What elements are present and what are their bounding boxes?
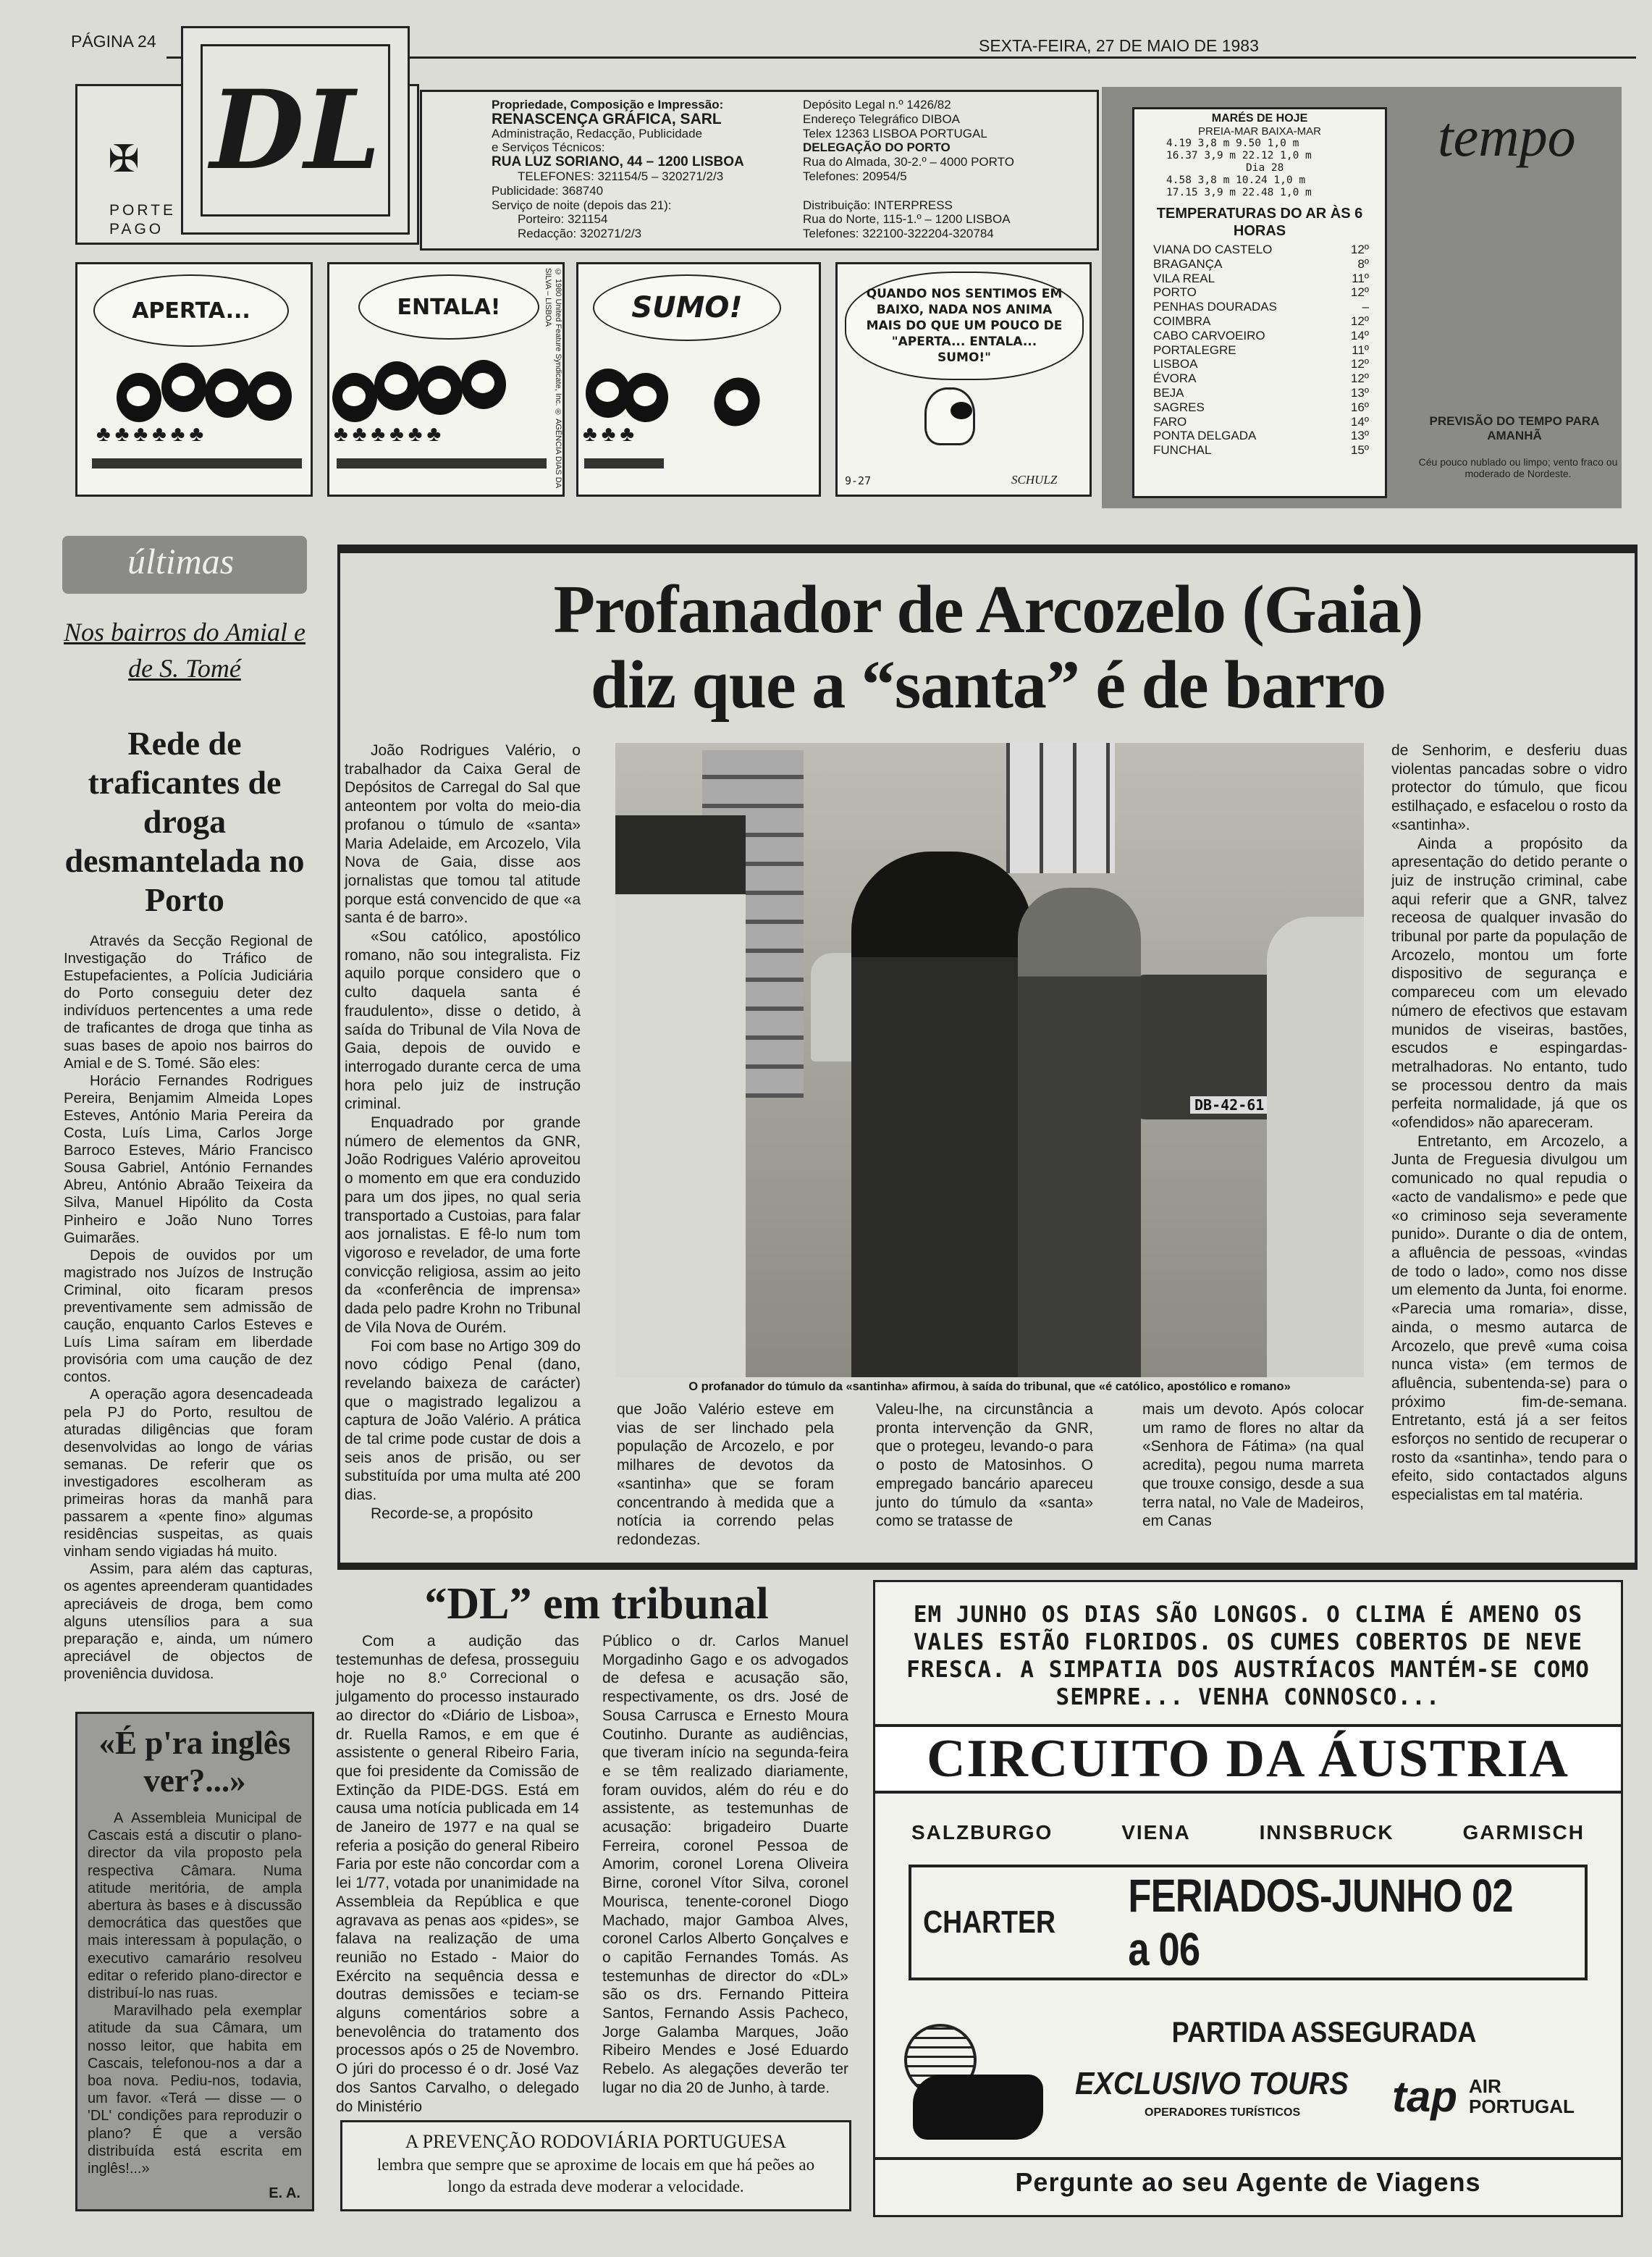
city-temperature: 8º [1357,256,1369,271]
speech-bubble-1: APERTA... [93,274,289,347]
comic-panel-4 [835,262,1092,497]
temps-list [1134,243,1385,458]
dl-logo: DL [201,44,390,217]
license-plate: DB-42-61 [1190,1096,1268,1114]
comic-date: 9-27 [845,474,872,487]
temperature-row [1153,300,1369,314]
tap-logo: tap [1392,2072,1457,2121]
city-temperature: 12º [1350,243,1369,256]
city-name: ÉVORA [1153,371,1197,386]
temperature-row [1153,285,1369,300]
ad-intro: EM JUNHO OS DIAS SÃO LONGOS. O CLIMA É AMENO OS VALES ESTÃO FLORIDOS. OS CUMES COBERTOS DE NEVE FRESCA. A SIMPATIA DOS AUSTRÍACOS MANTÉM-SE COMO SEMPRE... VENHA CONNOSCO... [906,1602,1590,1710]
city-temperature: 13º [1350,385,1369,400]
charter-label: CHARTER [923,1904,1055,1940]
city-name: CABO CARVOEIRO [1153,328,1265,342]
city-name: LISBOA [1153,357,1198,371]
weather-box [1102,87,1622,508]
temperature-row [1153,386,1369,400]
masthead-info [420,90,1099,251]
feriados-label: FERIADOS-JUNHO 02 a 06 [1128,1870,1513,1975]
city-name: FARO [1153,414,1187,429]
forecast-text: Céu pouco nublado ou limpo; vento fraco ou moderado de Nordeste. [1418,456,1618,479]
air-portugal-logo: AIR PORTUGAL [1469,2075,1575,2117]
birds-feet: ♣♣♣♣♣♣ [334,422,446,446]
comic-signature: SCHULZ [1011,473,1058,487]
city-name: COIMBRA [1153,314,1211,328]
exclusivo-tours-logo: EXCLUSIVO TOURS [1075,2066,1349,2101]
city-temperature: 13º [1350,429,1369,443]
ingles-headline: «É p'ra inglês ver?...» [98,1725,291,1799]
city-temperature: 16º [1350,400,1369,414]
main-photo [615,743,1364,1377]
temperature-row [1153,429,1369,443]
hand-icon [913,2075,1043,2140]
exclusivo-tours-sub: OPERADORES TURÍSTICOS [1145,2106,1301,2119]
city-name: PORTALEGRE [1153,342,1236,357]
ultimas-kicker: Nos bairros do Amial e de S. Tomé [63,618,306,683]
coat-of-arms-icon: ✠ [108,139,140,180]
city-temperature: 12º [1350,371,1369,386]
comic-panel-3 [576,262,821,497]
ultimas-tag-label: últimas [127,541,235,581]
tides-subtitle: PREIA-MAR BAIXA-MAR [1197,125,1322,138]
masthead-info-left: Propriedade, Composição e Impressão: RENASCENÇA GRÁFICA, SARL Administração, Redacção, Publicidade e Serviços Técnicos: RUA LUZ SORIANO, 44 – 1200 LISBOA TELEFONES: 321154/5 – 320271/2/3 Publicidade: 368740 Serviço de noite (depois das 21): Porteiro: 321154 Redacção: 320271/2/3 [492,98,744,241]
city-temperature: 14º [1350,328,1369,342]
ad-partida: PARTIDA ASSEGURADA [1171,2017,1477,2048]
birds-feet: ♣♣♣♣♣♣ [96,422,208,446]
comic-panel-2 [327,262,565,497]
porte-label: PORTE [109,202,176,219]
issue-date: SEXTA-FEIRA, 27 DE MAIO DE 1983 [979,36,1259,55]
city-temperature: 12º [1350,357,1369,371]
page-number: PÁGINA 24 [71,32,156,51]
temperature-row [1153,243,1369,257]
city-name: SAGRES [1153,400,1205,414]
city-innsbruck: INNSBRUCK [1259,1821,1394,1844]
speech-bubble-2: ENTALA! [358,274,539,340]
comic-credit: © 1980 United Feature Syndicate, Inc. ® AGÊNCIA DIAS DA SILVA – LISBOA [544,268,562,488]
city-name: VIANA DO CASTELO [1153,243,1273,256]
temperature-row [1153,400,1369,415]
city-temperature: 15º [1350,443,1369,458]
birds-feet: ♣♣♣ [583,422,639,446]
tides-table: 4.19 3,8 m 9.50 1,0 m 16.37 3,9 m 22.12 1,0 m Dia 28 4.58 3,8 m 10.24 1,0 m 17.15 3,9 m 22.48 1,0 m [1166,138,1312,198]
temperature-row [1153,371,1369,386]
weather-panel [1132,107,1387,498]
city-temperature: 12º [1350,314,1369,328]
ultimas-body: Através da Secção Regional de Investigação do Tráfico de Estupefacientes, a Polícia Judiciária do Porto conseguiu deter dez indivíduos pertencentes a uma rede de traficantes de droga que tinha as suas bases de apoio nos bairros do Amial e de S. Tomé. São eles: Horácio Fernandes Rodrigues Pereira, Benjamim Almeida Lopes Esteves, António Maria Pereira da Costa, Luís Lima, Carlos Jorge Barroco Esteves, Mário Francisco Sousa Gabriel, António Fernandes Abreu, António Abraão Teixeira da Silva, Manuel Hipólito da Costa Pinheiro e João Nuno Torres Guimarães. Depois de ouvidos por um magistrado nos Juízos de Instrução Criminal, oito ficaram presos preventivamente sem admissão de caução, enquanto Carlos Esteves e Luís Lima saíram em liberdade provisória com uma caução de dez contos. A operação agora desencadeada pela PJ do Porto, resultou de aturadas diligências que foram desenvolvidas ao longo de várias semanas. De referir que os investigadores escolheram as primeiras horas da manhã para passarem a «pente fino» algumas residências suspeitas, as quais vinham sendo vigiadas há muito. Assim, para além das capturas, os agentes apreenderam quantidades apreciáveis de droga, bem como alguns utensílios para a sua preparação e, ainda, um número apreciável de objectos de proveniência duvidosa. [64,933,313,1682]
main-col-right: de Senhorim, e desferiu duas violentas pancadas sobre o vidro protector do túmulo, que ficou estilhaçado, e esfacelou o rosto da «santinha». Ainda a propósito da apresentação do detido perante o juiz de instrução criminal, cabe aqui referir que a GNR, talvez receosa de qualquer invasão do tribunal por parte da população de Arcozelo, montou um forte dispositivo de segurança e compareceu com um elevado número de efectivos que estavam munidos de viseiras, bastões, escudos e espingardas-metralhadoras. No entanto, tudo se processou dentro da mais perfeita normalidade, já que os «ofendidos» não apareceram. Entretanto, em Arcozelo, a Junta de Freguesia divulgou um comunicado no qual repudia o «acto de vandalismo» e pede que «o criminoso seja severamente punido». Durante o dia de ontem, a afluência de pessoas, «vindas de todo o lado», como nos disse um elemento da Junta, foi enorme. «Parecia uma romaria», disse, ainda, o mesmo autarca de Arcozelo, que prevê «uma coisa nunca vista» (em termos de afluência, subentenda-se) para o próximo fim-de-semana. Entretanto, está já a ser feitos esforços no sentido de recuperar o rosto da «santinha», tendo para o efeito, sido contactados alguns especialistas em tal matéria. [1391,742,1627,1504]
ad-charter-box [909,1865,1588,1980]
photo-guard [1018,888,1141,1377]
tribunal-col-1: Com a audição das testemunhas de defesa, prosseguiu hoje no 8.º Correcional o julgamento do processo instaurado ao director do «Diário de Lisboa», dr. Ruella Ramos, e em que é assistente o general Ribeiro Faria, que foi presidente da Comissão de Extinção da PIDE-DGS. Está em causa uma notícia publicada em 14 de Janeiro de 1977 e na qual se referia a posição do general Ribeiro Faria por este não concordar com a lei 1/77, votada por unanimidade na Assembleia da República e que agravava as penas aos «pides», se falava na realização de uma reunião no Estado - Maior do Exército na sequência dessa e doutras demissões e teciam-se alguns comentários sobre a benevolência do tratamento dos processos após o 25 de Novembro. O júri do processo é o dr. José Vaz dos Santos Carvalho, o delegado do Ministério [336,1633,579,2115]
photo-person-right [1267,917,1364,1377]
temperature-row [1153,357,1369,371]
tribunal-headline: “DL” em tribunal [424,1579,769,1628]
city-temperature: 11º [1352,271,1369,285]
city-temperature: 11º [1352,342,1369,357]
ad-cities [911,1821,1585,1844]
temperature-row [1153,443,1369,458]
temperature-row [1153,329,1369,343]
ingles-box [75,1712,314,2211]
main-under-3: mais um devoto. Após colocar um ramo de flores no altar da «Senhora de Fátima» (na qual acredita), pegou numa marreta que trouxe consigo, desde a sua terra natal, no Vale de Madeiros, em Canas [1142,1401,1364,1530]
main-under-2: Valeu-lhe, na circunstância a pronta intervenção da GNR, que o protegeu, levando-o para o posto de Matosinhos. O empregado bancário apareceu junto do túmulo da «santa» como se tratasse de [876,1401,1093,1530]
pago-label: PAGO [109,221,164,238]
temperature-row [1153,272,1369,286]
city-temperature: 14º [1350,414,1369,429]
city-garmisch: GARMISCH [1462,1821,1585,1844]
prevencao-title: A PREVENÇÃO RODOVIÁRIA PORTUGUESA [405,2131,787,2152]
main-col-1: João Rodrigues Valério, o trabalhador da Caixa Geral de Depósitos de Carregal do Sal que anteontem por volta do meio-dia profanou o túmulo de «santa» Maria Adelaide, em Arcozelo, Vila Nova de Gaia, disse aos jornalistas que tomou tal atitude porque está convencido de que «a santa é de barro». «Sou católico, apostólico romano, não sou integralista. Fiz aquilo porque considero que o culto daquela santa é fraudulento», disse o detido, à saída do Tribunal de Vila Nova de Gaia, depois de ouvido e interrogado durante cerca de uma hora pelo juiz de instrução criminal. Enquadrado por grande número de elementos da GNR, João Rodrigues Valério aproveitou o momento em que era conduzido para um dos jipes, no qual seria transportado a Custoias, para falar aos jornalistas. E fê-lo num tom vigoroso e revelador, de uma forte convicção religiosa, assim ao jeito da «conferência de imprensa» dada pelo padre Krohn no Tribunal de Vila Nova de Ourém. Foi com base no Artigo 309 do novo código Penal (dano, revelando baixeza de carácter) que o magistrado legalizou a captura de João Valério. A prática de tal crime pode custar de dois a seis anos de prisão, ou ser substituída por uma multa até 200 dias. Recorde-se, a propósito [345,742,581,1522]
main-under-1: que João Valério esteve em vias de ser linchado pela população de Arcozelo, e por milhares de devotos da «santinha» que se foram concentrando à medida que a notícia ia correndo pelas redondezas. [617,1401,834,1548]
photo-caption: O profanador do túmulo da «santinha» afirmou, à saída do tribunal, que «é católico, apostólico e romano» [688,1380,1291,1393]
ultimas-tag [62,536,307,594]
masthead-info-right: Depósito Legal n.º 1426/82 Endereço Telegráfico DIBOA Telex 12363 LISBOA PORTUGAL DELEGAÇÃO DO PORTO Rua do Almada, 30-2.º – 4000 PORTO Telefones: 20954/5 Distribuição: INTERPRESS Rua do Norte, 115-1.º – 1200 LISBOA Telefones: 322100-322204-320784 [803,98,1014,241]
city-viena: VIENA [1121,1821,1191,1844]
city-name: PENHAS DOURADAS [1153,300,1277,314]
ad-title: CIRCUITO DA ÁUSTRIA [875,1727,1621,1791]
ad-austria [873,1580,1623,2217]
ultimas-headline: Rede de traficantes de droga desmantelada no Porto [64,725,305,918]
city-temperature: – [1362,300,1369,314]
temperature-row [1153,257,1369,272]
prevencao-text: lembra que sempre que se aproxime de locais em que há peões ao longo da estrada deve moderar a velocidade. [376,2156,815,2195]
city-name: PORTO [1153,285,1197,300]
city-name: BEJA [1153,385,1184,400]
speech-bubble-4: QUANDO NOS SENTIMOS EM BAIXO, NADA NOS ANIMA MAIS DO QUE UM POUCO DE "APERTA... ENTALA... SUMO!" [845,272,1084,380]
photo-detained-man [851,852,1032,1377]
ingles-body: A Assembleia Municipal de Cascais está a discutir o plano-director da vila proposto pela respectiva Câmara. Numa atitude meritória, de ampla abertura às bases e à discussão democrática das questões que mais interessam à população, o executivo camarário resolveu editar o referido plano-director e distribuí-lo nas ruas. Maravilhado pela exemplar atitude da sua Câmara, um nosso leitor, que habita em Cascais, telefonou-nos a dar a boa nova. Pediu-nos, todavia, um favor. «Terá — disse — o 'DL' condições para reproduzir o plano? É que a versão distribuída está escrita em inglês!...» [88,1810,302,2177]
city-name: BRAGANÇA [1153,256,1223,271]
temperature-row [1153,343,1369,358]
city-salzburgo: SALZBURGO [911,1821,1053,1844]
main-headline: Profanador de Arcozelo (Gaia) diz que a “santa” é de barro [553,572,1423,723]
dl-logo-frame [181,26,410,235]
prevencao-box [340,2120,851,2211]
city-temperature: 12º [1350,285,1369,300]
city-name: VILA REAL [1153,271,1215,285]
temperature-row [1153,314,1369,329]
weather-title: tempo [1438,105,1576,168]
forecast-title: PREVISÃO DO TEMPO PARA AMANHÃ [1429,414,1600,442]
photo-person-left [615,815,746,1377]
city-name: PONTA DELGADA [1153,429,1257,443]
city-name: FUNCHAL [1153,443,1212,458]
temperature-row [1153,415,1369,429]
comic-panel-1 [75,262,313,497]
speech-bubble-3: SUMO! [593,274,781,341]
ingles-signature: E. A. [269,2185,300,2201]
tides-title: MARÉS DE HOJE [1211,112,1308,125]
temps-title: TEMPERATURAS DO AR ÀS 6 HORAS [1156,206,1363,239]
tribunal-col-2: Público o dr. Carlos Manuel Morgadinho Gago e os advogados de defesa e acusação são, respectivamente, os drs. José de Sousa Carrusca e Ernesto Moura Coutinho. Durante as audiências, que tiveram início na segunda-feira e se têm realizado diariamente, foram ouvidos, além do réu e do assistente, as testemunhas de acusação: brigadeiro Duarte Ferreira, coronel Pessoa de Amorim, coronel Lorena Oliveira Birne, coronel Vítor Silva, coronel Mourisca, tenente-coronel Diogo Machado, major Gamboa Alves, coronel Carlos Alberto Gonçalves e o capitão Fernandes Tomás. As testemunhas de director do «DL» são os drs. Fernando Pitteira Santos, Fernando Assis Pacheco, Jorge Galamba Marques, João Ribeiro Mendes e José Eduardo Rebelo. As alegações deverão ter lugar no dia 20 de Junho, à tarde. [602,1633,848,2096]
ad-footer: Pergunte ao seu Agente de Viagens [1015,2167,1481,2197]
